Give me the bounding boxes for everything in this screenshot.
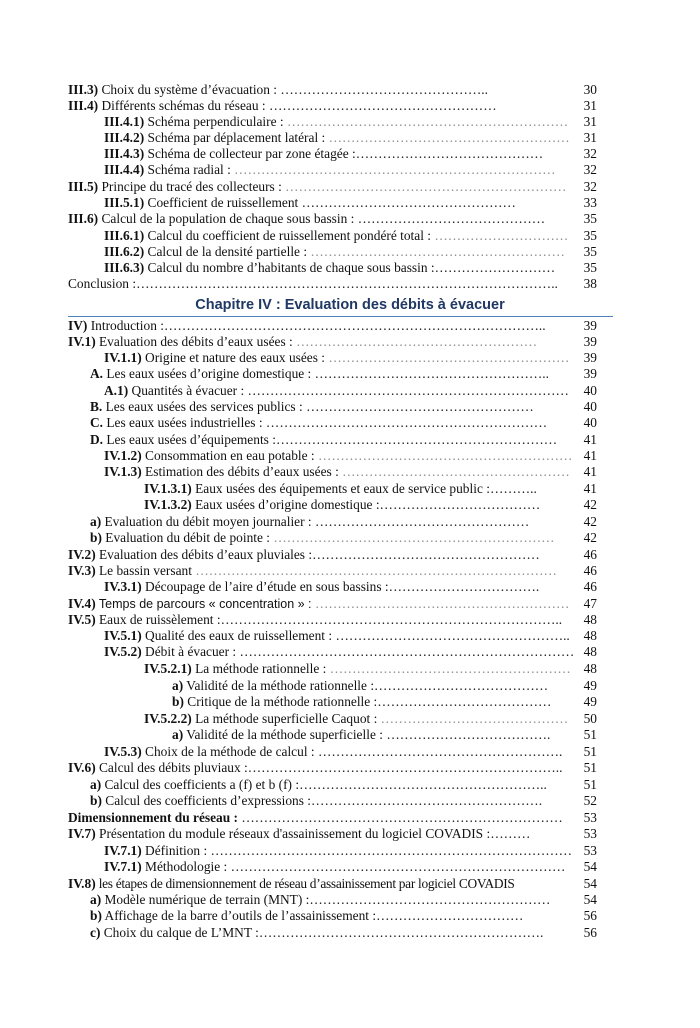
entry-page: 48 xyxy=(583,661,597,676)
entry-leader: ………………………………………………. xyxy=(317,744,563,759)
entry-title: Conclusion : xyxy=(68,276,137,291)
entry-page: 40 xyxy=(583,399,597,414)
entry-title: La méthode superficielle Caquot : xyxy=(191,711,381,726)
toc-entry xyxy=(0,497,700,513)
entry-title: Calcul des coefficients a (f) et b (f) : xyxy=(101,777,300,792)
toc-entry xyxy=(0,350,700,366)
entry-number: III.3) xyxy=(68,82,99,97)
entry-number: IV) xyxy=(68,318,88,333)
chapter-heading: Chapitre IV : Evaluation des débits à évacuer xyxy=(195,297,505,313)
entry-page: 51 xyxy=(583,744,597,759)
toc-entry xyxy=(0,244,700,260)
entry-number: c) xyxy=(90,925,101,940)
entry-page: 31 xyxy=(583,114,597,129)
entry-leader: ……………………………………………… xyxy=(328,350,570,365)
entry-leader: ………………………………………………………………… xyxy=(230,859,566,874)
entry-number: IV.7.1) xyxy=(104,843,142,858)
toc-entry xyxy=(0,448,700,464)
entry-number: IV.1.3.1) xyxy=(144,481,192,496)
entry-number: IV.1.2) xyxy=(104,448,142,463)
toc-entry xyxy=(0,876,700,892)
entry-leader: ……………………………………………….. xyxy=(299,777,547,792)
entry-page: 39 xyxy=(583,350,597,365)
entry-leader: ……………………………. xyxy=(388,579,540,594)
entry-leader: ……………………………………………………… xyxy=(285,179,567,194)
entry-number: III.6.1) xyxy=(104,228,145,243)
entry-title: Eaux usées d’origine domestique : xyxy=(191,497,380,512)
entry-title: Eaux usées des équipements et eaux de service public : xyxy=(191,481,490,496)
entry-number: IV.4) xyxy=(68,596,96,611)
entry-page: 51 xyxy=(583,727,597,742)
entry-leader: ……………………… xyxy=(434,260,556,275)
toc-entry xyxy=(0,859,700,875)
entry-leader: …………………………………………… xyxy=(268,98,497,113)
entry-leader: ……………………………………………………………………… xyxy=(195,563,557,578)
toc-entry xyxy=(0,777,700,793)
entry-number: a) xyxy=(172,727,184,742)
entry-leader: ……………………………………….. xyxy=(280,82,488,97)
toc-entry xyxy=(0,260,700,276)
entry-page: 42 xyxy=(583,497,597,512)
entry-title: Coefficient de ruissellement xyxy=(144,195,302,210)
entry-leader: ………………………………………………………………… xyxy=(239,644,575,659)
entry-number: C. xyxy=(90,415,104,430)
entry-number: a) xyxy=(90,892,102,907)
toc-entry xyxy=(0,514,700,530)
toc-entry xyxy=(0,276,700,292)
entry-leader: ………………………………… xyxy=(374,678,549,693)
entry-page: 56 xyxy=(583,908,597,923)
entry-title: Validité de la méthode rationnelle : xyxy=(183,678,375,693)
toc-entry xyxy=(0,596,700,612)
toc-entry xyxy=(0,383,700,399)
toc-entry xyxy=(0,563,700,579)
entry-title: Le bassin versant xyxy=(95,563,196,578)
entry-page: 46 xyxy=(583,547,597,562)
entry-leader: ………………………………… xyxy=(377,694,552,709)
entry-page: 54 xyxy=(583,876,597,891)
entry-leader: ………………………………………………………………………………….. xyxy=(136,276,558,291)
entry-number: b) xyxy=(90,908,102,923)
entry-page: 40 xyxy=(583,415,597,430)
toc-entry xyxy=(0,760,700,776)
entry-page: 38 xyxy=(583,276,597,291)
entry-number: III.5.1) xyxy=(104,195,145,210)
entry-number: D. xyxy=(90,432,104,447)
toc-entry xyxy=(0,464,700,480)
toc-entry xyxy=(0,195,700,211)
entry-title: Evaluation du débit moyen journalier : xyxy=(101,514,315,529)
entry-number: IV.1.3) xyxy=(104,464,142,479)
toc-entry xyxy=(0,366,700,382)
entry-page: 53 xyxy=(583,810,597,825)
entry-number: III.5) xyxy=(68,179,99,194)
toc-entry xyxy=(0,211,700,227)
entry-title: Temps de parcours « concentration » : xyxy=(95,597,315,611)
entry-title: Estimation des débits d’eaux usées : xyxy=(141,464,343,479)
entry-page: 41 xyxy=(583,432,597,447)
toc-entry xyxy=(0,228,700,244)
entry-number: A.1) xyxy=(104,383,129,398)
entry-title: Schéma de collecteur par zone étagée : xyxy=(144,146,356,161)
entry-page: 47 xyxy=(583,596,597,611)
entry-leader: ………………………………………………………………….. xyxy=(220,612,563,627)
entry-title: Schéma radial : xyxy=(144,162,235,177)
toc-entry xyxy=(0,843,700,859)
toc-entry xyxy=(0,530,700,546)
entry-title: Evaluation des débits d’eaux pluviales : xyxy=(95,547,313,562)
entry-page: 48 xyxy=(583,644,597,659)
entry-leader: ………………………………………………… xyxy=(317,448,573,463)
entry-leader: ……………………………………………………………………… xyxy=(210,843,573,858)
entry-page: 56 xyxy=(583,925,597,940)
entry-title: Modèle numérique de terrain (MNT) : xyxy=(101,892,310,907)
entry-leader: ……………………………………………………… xyxy=(273,530,555,545)
entry-number: III.4.2) xyxy=(104,130,145,145)
entry-title: Calcul de la population de chaque sous bassin : xyxy=(98,211,358,226)
toc-entry xyxy=(0,694,700,710)
entry-leader: …………………………………………….. xyxy=(335,628,570,643)
entry-title: Débit à évacuer : xyxy=(141,644,240,659)
entry-leader: …………………………………… xyxy=(357,211,546,226)
entry-leader: ……………………………………………… xyxy=(296,334,538,349)
entry-page: 48 xyxy=(583,628,597,643)
entry-page: 41 xyxy=(583,464,597,479)
entry-leader: ………………………………. xyxy=(386,727,551,742)
entry-number: IV.3.1) xyxy=(104,579,142,594)
entry-title: Calcul du coefficient de ruissellement pondéré total : xyxy=(144,228,435,243)
entry-leader: ……………………………………………………… xyxy=(286,114,569,129)
toc-entry xyxy=(0,612,700,628)
toc-entry xyxy=(0,826,700,842)
entry-number: A. xyxy=(90,366,104,381)
entry-title: Calcul de la densité partielle : xyxy=(144,244,311,259)
entry-title: Evaluation des débits d’eaux usées : xyxy=(95,334,297,349)
entry-title: Affichage de la barre d’outils de l’assainissement : xyxy=(101,908,377,923)
entry-leader: ……………………………………………………………… xyxy=(241,810,563,825)
entry-leader: …………………………………………….. xyxy=(314,366,549,381)
entry-leader: ……….. xyxy=(489,481,537,496)
entry-title: Dimensionnement du réseau : xyxy=(68,810,242,825)
entry-number: IV.6) xyxy=(68,760,96,775)
entry-page: 30 xyxy=(583,82,597,97)
entry-leader: ……… xyxy=(490,826,531,841)
entry-number: B. xyxy=(90,399,103,414)
entry-title: Les eaux usées d’équipements : xyxy=(103,432,276,447)
toc-entry xyxy=(0,579,700,595)
toc-entry xyxy=(0,415,700,431)
entry-title: Choix de la méthode de calcul : xyxy=(141,744,318,759)
entry-page: 50 xyxy=(583,711,597,726)
entry-number: III.4.3) xyxy=(104,146,145,161)
entry-leader: …………………………………………… xyxy=(306,399,534,414)
toc-entry xyxy=(0,644,700,660)
toc-entry xyxy=(0,162,700,178)
entry-title: Découpage de l’aire d’étude en sous bassins : xyxy=(141,579,389,594)
entry-number: a) xyxy=(172,678,184,693)
entry-leader: ……………………………………………… xyxy=(309,892,551,907)
entry-title: Eaux de ruissèlement : xyxy=(95,612,221,627)
entry-page: 46 xyxy=(583,579,597,594)
toc-entry xyxy=(0,908,700,924)
entry-page: 52 xyxy=(583,793,597,808)
entry-page: 46 xyxy=(583,563,597,578)
entry-leader: ………………………………………… xyxy=(301,195,516,210)
entry-number: III.4) xyxy=(68,98,99,113)
entry-page: 35 xyxy=(583,244,597,259)
entry-leader: …………………………… xyxy=(376,908,524,923)
entry-number: IV.1.1) xyxy=(104,350,142,365)
toc-entry xyxy=(0,711,700,727)
toc-entry xyxy=(0,628,700,644)
entry-title: Schéma par déplacement latéral : xyxy=(144,130,329,145)
entry-leader: ……………………………………………………… xyxy=(275,432,558,447)
toc-entry xyxy=(0,432,700,448)
toc-entry xyxy=(0,82,700,98)
entry-page: 49 xyxy=(583,694,597,709)
entry-title: Qualité des eaux de ruissellement : xyxy=(141,628,336,643)
entry-page: 53 xyxy=(583,826,597,841)
toc-entry xyxy=(0,810,700,826)
entry-leader: ………………………………………………………. xyxy=(258,925,544,940)
toc-entry xyxy=(0,744,700,760)
entry-title: Consommation en eau potable : xyxy=(141,448,318,463)
entry-page: 31 xyxy=(583,130,597,145)
entry-page: 49 xyxy=(583,678,597,693)
entry-number: IV.5.2.1) xyxy=(144,661,192,676)
entry-leader: ………………………………………………… xyxy=(310,244,565,259)
toc-entry xyxy=(0,678,700,694)
toc-entry xyxy=(0,793,700,809)
entry-leader: ………………………………………………… xyxy=(315,596,570,611)
toc-entry xyxy=(0,481,700,497)
entry-page: 54 xyxy=(583,859,597,874)
chapter-divider xyxy=(68,316,613,317)
toc-entry xyxy=(0,318,700,334)
entry-title: Origine et nature des eaux usées : xyxy=(141,350,329,365)
toc-entry xyxy=(0,399,700,415)
toc-entry xyxy=(0,146,700,162)
entry-title: Définition : xyxy=(141,843,211,858)
entry-number: III.4.1) xyxy=(104,114,145,129)
toc-entry xyxy=(0,114,700,130)
entry-number: III.6.2) xyxy=(104,244,145,259)
entry-page: 39 xyxy=(583,334,597,349)
entry-page: 40 xyxy=(583,383,597,398)
entry-number: IV.1.3.2) xyxy=(144,497,192,512)
entry-leader: ……………………………… xyxy=(379,497,541,512)
toc-entry xyxy=(0,925,700,941)
entry-title: Introduction : xyxy=(87,318,164,333)
entry-page: 51 xyxy=(583,760,597,775)
entry-page: 41 xyxy=(583,481,597,496)
entry-number: b) xyxy=(90,530,102,545)
toc-entry xyxy=(0,727,700,743)
entry-number: b) xyxy=(90,793,102,808)
entry-number: IV.2) xyxy=(68,547,96,562)
toc-entry xyxy=(0,130,700,146)
entry-number: a) xyxy=(90,777,102,792)
entry-number: b) xyxy=(172,694,184,709)
entry-page: 42 xyxy=(583,530,597,545)
entry-page: 35 xyxy=(583,228,597,243)
entry-leader: ……………………………………………………………… xyxy=(234,162,556,177)
entry-leader: ………………………………………………………………………….. xyxy=(163,318,546,333)
entry-page: 53 xyxy=(583,843,597,858)
entry-title: Choix du calque de L’MNT : xyxy=(100,925,259,940)
entry-number: III.4.4) xyxy=(104,162,145,177)
entry-leader: …………………………………………………………….. xyxy=(247,760,563,775)
toc-entry xyxy=(0,892,700,908)
entry-title: Présentation du module réseaux d'assainissement du logiciel COVADIS : xyxy=(95,826,491,841)
entry-title: Principe du tracé des collecteurs : xyxy=(98,179,286,194)
entry-title: Validité de la méthode superficielle : xyxy=(183,727,387,742)
entry-page: 41 xyxy=(583,448,597,463)
entry-leader: ………………………………………… xyxy=(314,514,530,529)
entry-number: III.6.3) xyxy=(104,260,145,275)
entry-page: 51 xyxy=(583,777,597,792)
entry-number: IV.5.3) xyxy=(104,744,142,759)
entry-title: Critique de la méthode rationnelle : xyxy=(183,694,378,709)
toc-entry xyxy=(0,661,700,677)
toc-entry xyxy=(0,334,700,350)
entry-title: Les eaux usées des services publics : xyxy=(102,399,307,414)
entry-page: 32 xyxy=(583,179,597,194)
entry-number: IV.5) xyxy=(68,612,96,627)
entry-title: Quantités à évacuer : xyxy=(128,383,248,398)
entry-page: 32 xyxy=(583,162,597,177)
entry-leader: ……………………………………………… xyxy=(329,661,571,676)
entry-title: Evaluation du débit de pointe : xyxy=(101,530,274,545)
entry-page: 48 xyxy=(583,612,597,627)
entry-leader: …………………………………… xyxy=(380,711,569,726)
entry-leader: ……………………………………………. xyxy=(311,793,543,808)
toc-entry xyxy=(0,98,700,114)
entry-page: 39 xyxy=(583,366,597,381)
entry-title: Différents schémas du réseau : xyxy=(98,98,269,113)
entry-leader: ………………………… xyxy=(434,228,569,243)
entry-number: IV.7.1) xyxy=(104,859,142,874)
entry-number: IV.5.1) xyxy=(104,628,142,643)
entry-page: 42 xyxy=(583,514,597,529)
entry-title: Choix du système d’évacuation : xyxy=(98,82,281,97)
entry-page: 54 xyxy=(583,892,597,907)
entry-number: IV.8) xyxy=(68,876,96,891)
entry-number: III.6) xyxy=(68,211,99,226)
entry-page: 33 xyxy=(583,195,597,210)
entry-page: 35 xyxy=(583,211,597,226)
entry-number: IV.5.2) xyxy=(104,644,142,659)
entry-number: a) xyxy=(90,514,102,529)
entry-number: IV.1) xyxy=(68,334,96,349)
entry-leader: …………………………………… xyxy=(355,146,544,161)
entry-number: IV.3) xyxy=(68,563,96,578)
entry-page: 32 xyxy=(583,146,597,161)
entry-leader: …………………………………………… xyxy=(312,547,540,562)
entry-number: IV.5.2.2) xyxy=(144,711,192,726)
entry-title: Schéma perpendiculaire : xyxy=(144,114,287,129)
entry-title: La méthode rationnelle : xyxy=(191,661,330,676)
entry-leader: ……………………………………………… xyxy=(328,130,570,145)
entry-leader: ……………………………………………………………… xyxy=(247,383,569,398)
entry-title: Les eaux usées d’origine domestique : xyxy=(103,366,315,381)
entry-title: Calcul du nombre d’habitants de chaque sous bassin : xyxy=(144,260,435,275)
toc-entry xyxy=(0,547,700,563)
entry-page: 31 xyxy=(583,98,597,113)
toc-entry xyxy=(0,179,700,195)
entry-number: IV.7) xyxy=(68,826,96,841)
entry-page: 35 xyxy=(583,260,597,275)
entry-title: les étapes de dimensionnement de réseau d’assainissement par logiciel COVADIS xyxy=(95,876,515,891)
entry-title: Calcul des coefficients d’expressions : xyxy=(101,793,312,808)
entry-title: Les eaux usées industrielles : xyxy=(103,415,266,430)
entry-leader: …………………………………………… xyxy=(342,464,570,479)
entry-title: Calcul des débits pluviaux : xyxy=(95,760,248,775)
entry-page: 39 xyxy=(583,318,597,333)
entry-title: Méthodologie : xyxy=(141,859,231,874)
entry-leader: ……………………………………………………… xyxy=(265,415,548,430)
